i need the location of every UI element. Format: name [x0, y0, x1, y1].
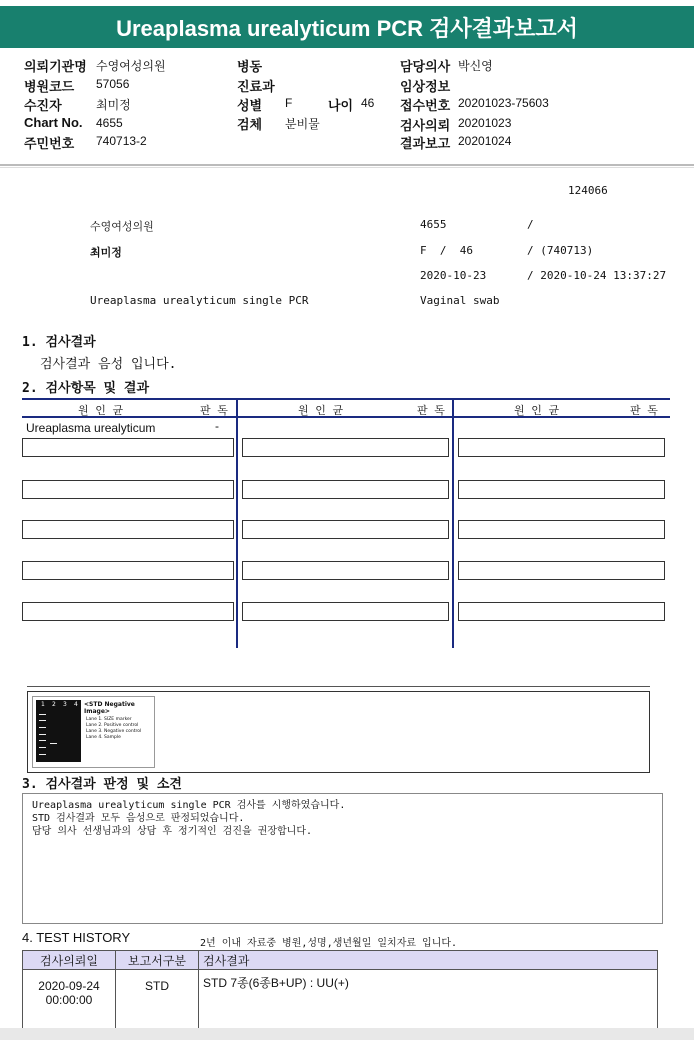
- institution-label: 의뢰기관명: [24, 59, 87, 74]
- result-row-box: [242, 561, 449, 580]
- gel-dark-area: [36, 700, 81, 762]
- specimen-label: 검체: [237, 117, 263, 132]
- history-time: 00:00:00: [45, 993, 93, 1007]
- result-row-box: [458, 438, 665, 457]
- section1-title: 1. 검사결과: [22, 335, 96, 350]
- header-divider-shadow: [0, 167, 694, 168]
- history-note: 2년 이내 자료중 병원,성명,생년월일 일치자료 입니다.: [200, 938, 458, 949]
- result-row-box: [22, 561, 234, 580]
- result-row-box: [458, 561, 665, 580]
- chart-label: Chart No.: [24, 115, 83, 130]
- result-row-box: [22, 438, 234, 457]
- result-row-box: [458, 520, 665, 539]
- result-row-box: [22, 602, 234, 621]
- result-row-box: [242, 520, 449, 539]
- doctor-label: 담당의사: [400, 59, 451, 74]
- history-header: 검사결과: [199, 951, 658, 970]
- positive-control-band: [50, 743, 57, 744]
- patient-label: 수진자: [24, 98, 62, 113]
- report-date-value: 20201024: [458, 134, 512, 148]
- request-value: 20201023: [458, 116, 512, 130]
- patient-value: 최미정: [96, 98, 131, 112]
- marker-band: [39, 734, 46, 735]
- report-test-name: Ureaplasma urealyticum single PCR: [90, 294, 309, 307]
- id-value: 740713-2: [96, 134, 147, 148]
- comment-text: [32, 799, 345, 838]
- report-date-received: 2020-10-23: [420, 269, 487, 282]
- result-row-box: [22, 480, 234, 499]
- code-label: 병원코드: [24, 79, 75, 94]
- gel-lane-legend: Lane 1. SIZE marker: [86, 717, 132, 722]
- gel-lane-legend: Lane 4. Sample: [86, 735, 121, 740]
- pathogen-result: -: [215, 419, 219, 433]
- history-table: [22, 950, 658, 1039]
- comment-line: 담당 의사 선생님과의 상담 후 정기적인 검진을 권장합니다.: [32, 826, 313, 837]
- clinical-label: 임상정보: [400, 79, 451, 94]
- section3-title: 3. 검사결과 판정 및 소견: [22, 777, 182, 792]
- age-value: 46: [361, 96, 375, 110]
- gel-image-box: [27, 691, 650, 773]
- report-date-label: 결과보고: [400, 136, 451, 151]
- marker-band: [39, 754, 46, 755]
- specimen-value: 분비물: [285, 117, 320, 131]
- history-result: STD 7종(6종B+UP) : UU(+): [199, 970, 658, 1039]
- marker-band: [39, 727, 46, 728]
- marker-band: [39, 720, 46, 721]
- report-birth: / (740713): [527, 244, 594, 257]
- lane-number: 4: [74, 701, 78, 708]
- comment-line: STD 검사결과 모두 음성으로 판정되었습니다.: [32, 813, 245, 824]
- result-row-box: [242, 602, 449, 621]
- marker-band: [39, 747, 46, 748]
- comment-line: Ureaplasma urealyticum single PCR 검사를 시행하였습니다.: [32, 800, 346, 811]
- gel-title: <STD Negative Image>: [84, 701, 135, 715]
- history-header: 보고서구분: [116, 951, 199, 970]
- report-slash: /: [527, 218, 534, 231]
- pathogen-name: Ureaplasma urealyticum: [26, 421, 156, 435]
- comment-box: [22, 793, 663, 924]
- marker-band: [39, 740, 46, 741]
- request-label: 검사의뢰: [400, 118, 451, 133]
- col-pathogen-3: 원 인 균: [514, 404, 560, 417]
- col-judge-3: 판 독: [630, 404, 658, 417]
- receipt-value: 20201023-75603: [458, 96, 549, 110]
- sex-label: 성별: [237, 98, 263, 113]
- col-judge-2: 판 독: [417, 404, 445, 417]
- section4-title: 4. TEST HISTORY: [22, 930, 131, 945]
- gel-electrophoresis-image: [32, 696, 155, 768]
- result-row-box: [242, 438, 449, 457]
- result-row-box: [458, 480, 665, 499]
- section2-title: 2. 검사항목 및 결과: [22, 381, 150, 396]
- report-name: 최미정: [90, 246, 122, 259]
- gel-lane-legend: Lane 3. Negative control: [86, 729, 142, 734]
- report-sample: Vaginal swab: [420, 294, 500, 307]
- gel-lane-legend: Lane 2. Positive control: [86, 723, 139, 728]
- report-title: Ureaplasma urealyticum PCR 검사결과보고서: [0, 6, 694, 48]
- history-header: 검사의뢰일: [23, 951, 116, 970]
- header-divider: [0, 164, 694, 166]
- table-col-divider-2: [452, 398, 454, 648]
- table-col-divider-1: [236, 398, 238, 648]
- patient-header: [0, 52, 694, 164]
- history-type: STD: [116, 970, 199, 1039]
- age-label: 나이: [328, 98, 354, 113]
- history-header-row: [23, 951, 658, 970]
- col-judge-1: 판 독: [200, 404, 228, 417]
- result-row-box: [458, 602, 665, 621]
- marker-band: [39, 714, 46, 715]
- doctor-value: 박신영: [458, 59, 493, 73]
- result-row-box: [22, 520, 234, 539]
- report-sex-age: F / 46: [420, 244, 473, 257]
- id-label: 주민번호: [24, 136, 75, 151]
- result-row-box: [242, 480, 449, 499]
- sex-value: F: [285, 96, 293, 110]
- col-pathogen-1: 원 인 균: [78, 404, 124, 417]
- lane-number: 1: [41, 701, 45, 708]
- section1-result: 검사결과 음성 입니다.: [40, 357, 177, 372]
- report-number: 124066: [568, 184, 608, 197]
- lane-number: 2: [52, 701, 56, 708]
- institution-value: 수영여성의원: [96, 59, 166, 73]
- image-top-rule: [27, 686, 650, 687]
- col-pathogen-2: 원 인 균: [298, 404, 344, 417]
- receipt-label: 접수번호: [400, 98, 451, 113]
- report-date-reported: / 2020-10-24 13:37:27: [527, 269, 667, 282]
- lane-number: 3: [63, 701, 67, 708]
- report-institution: 수영여성의원: [90, 220, 154, 233]
- dept-label: 진료과: [237, 79, 275, 94]
- code-value: 57056: [96, 77, 130, 91]
- report-chart: 4655: [420, 218, 447, 231]
- ward-label: 병동: [237, 59, 263, 74]
- table-top-border: [22, 398, 670, 400]
- history-date: 2020-09-24: [38, 979, 100, 993]
- page-bottom-strip: [0, 1028, 694, 1040]
- chart-value: 4655: [96, 116, 123, 130]
